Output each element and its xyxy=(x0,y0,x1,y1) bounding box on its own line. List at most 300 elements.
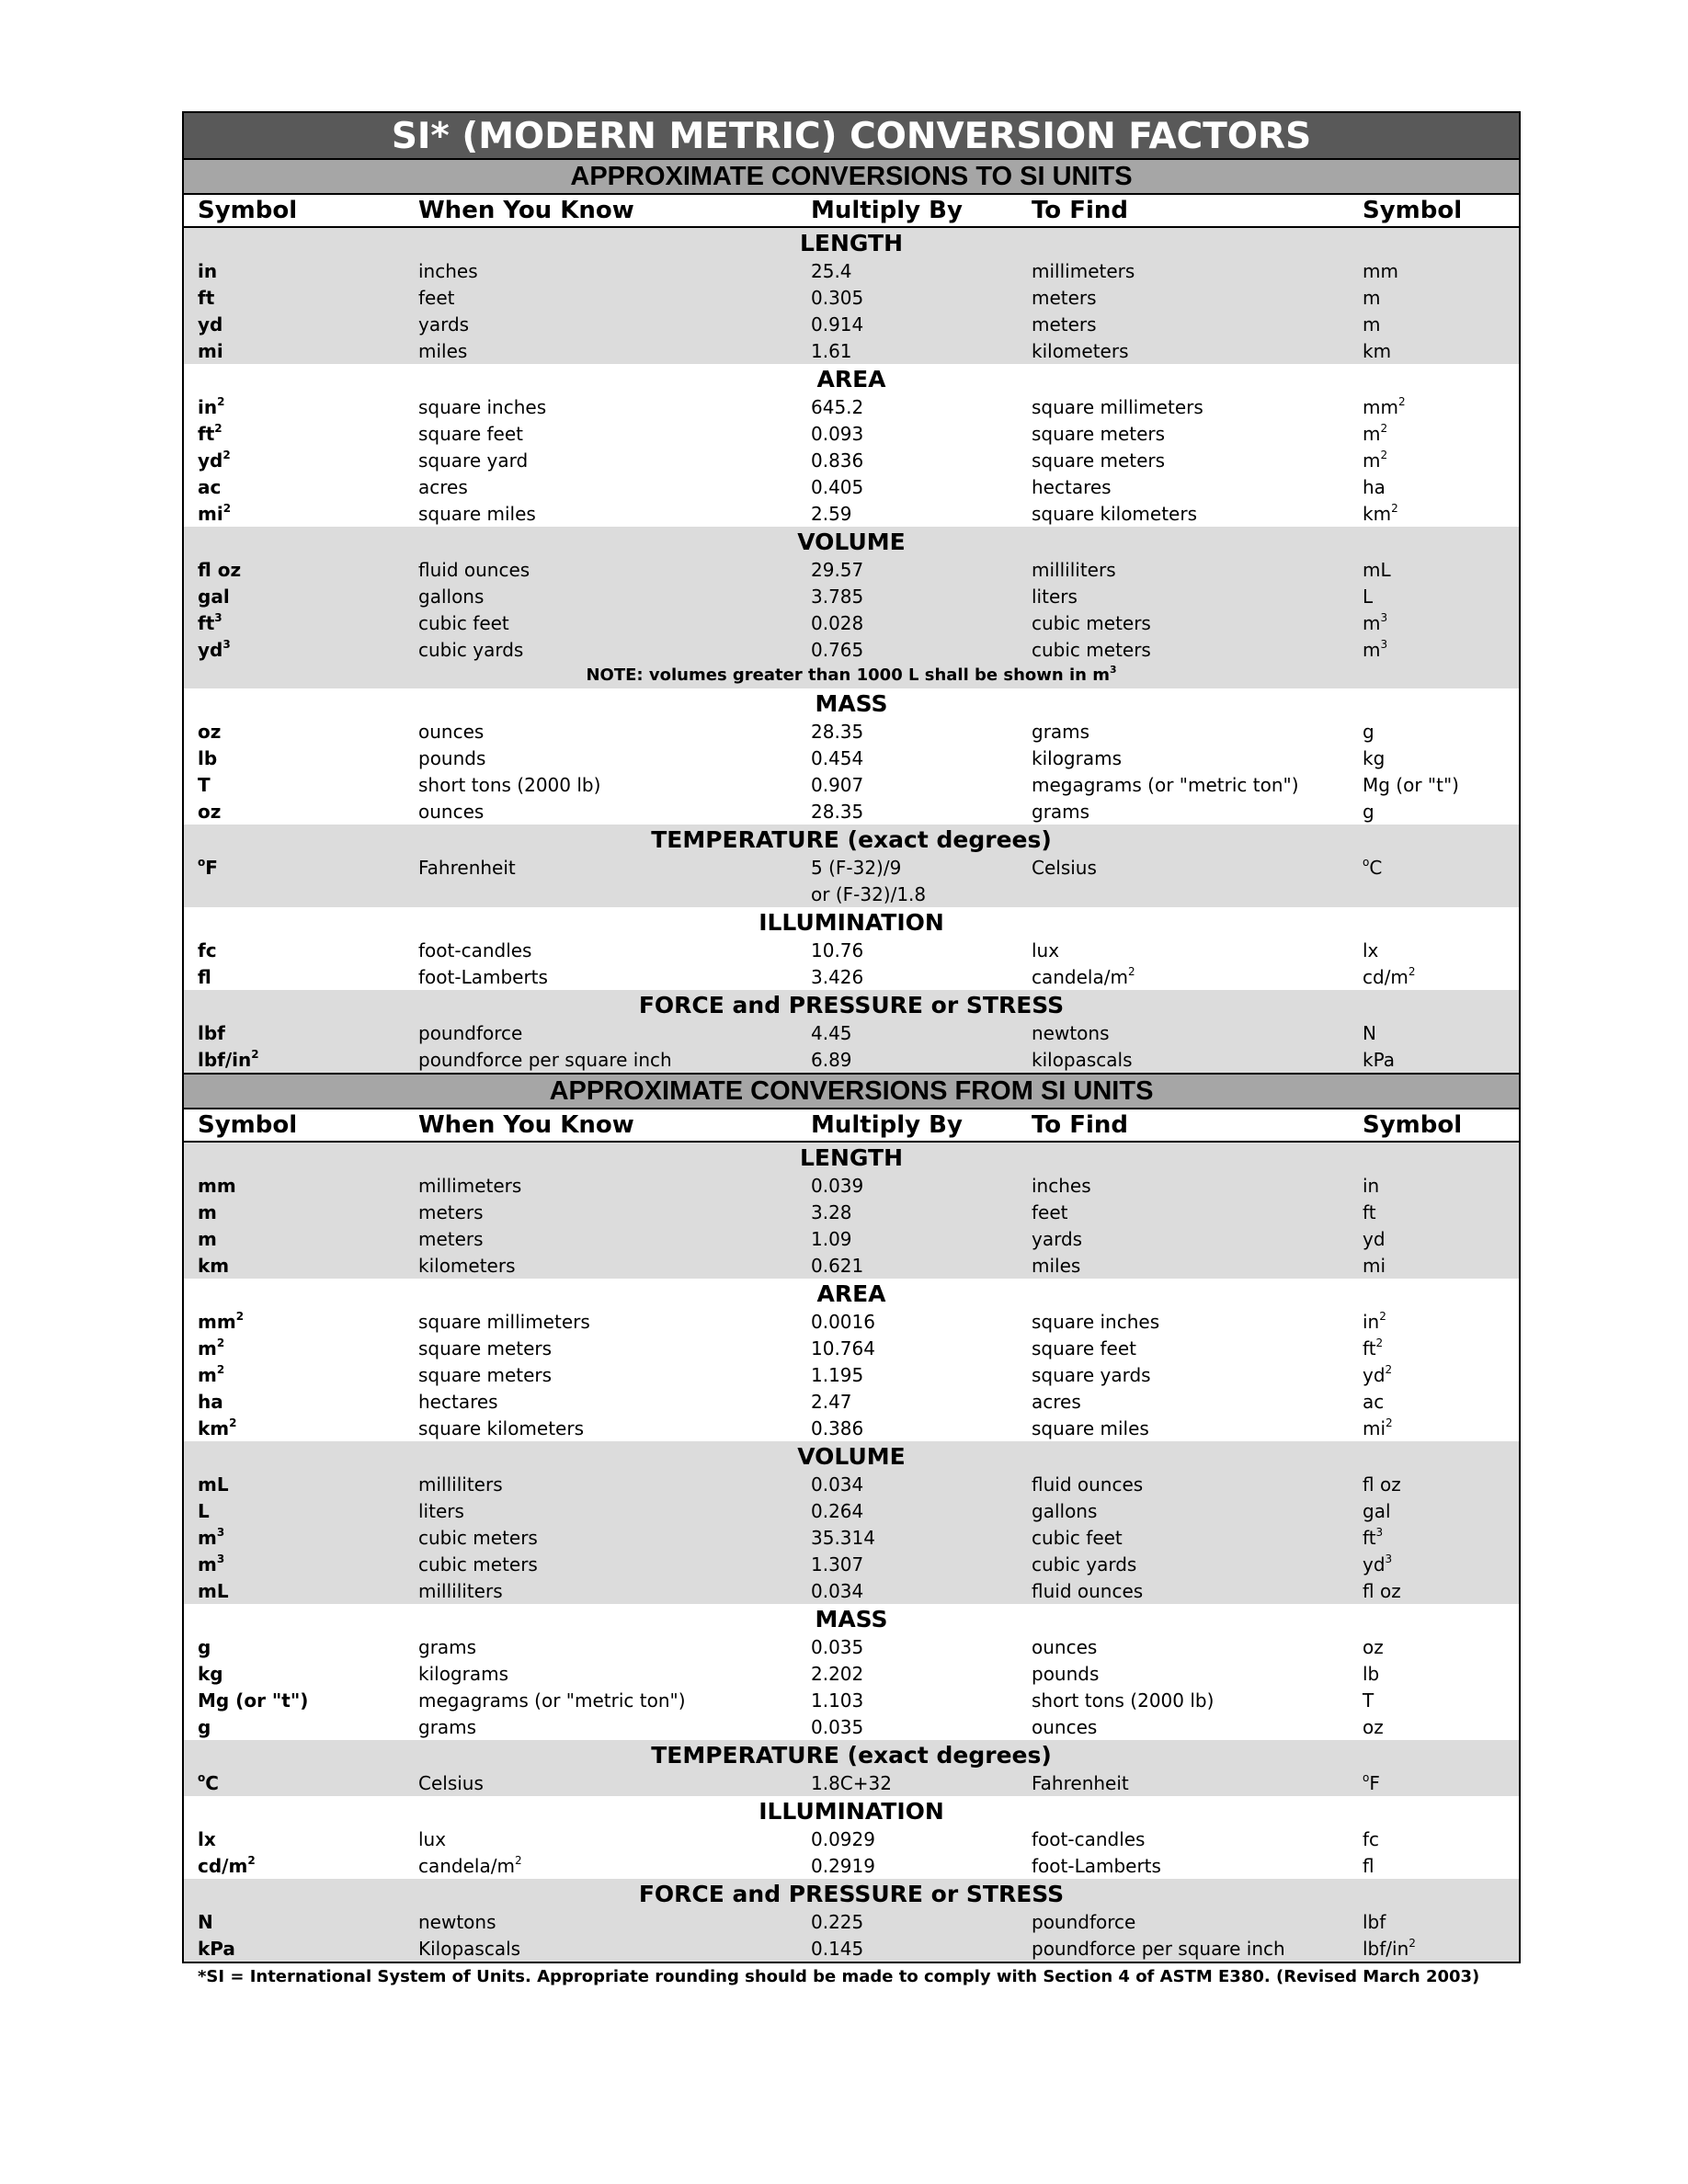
multiply-by-cell: 2.47 xyxy=(811,1390,852,1413)
table-row xyxy=(184,609,1519,636)
result-symbol-cell: ft xyxy=(1363,1200,1376,1223)
category-section xyxy=(184,1796,1519,1879)
multiply-by-cell: 0.2919 xyxy=(811,1854,875,1877)
symbol-cell: $in^2$ xyxy=(198,394,225,418)
multiply-by-cell: or (F-32)/1.8 xyxy=(811,882,927,905)
result-symbol-cell: $mi^2$ xyxy=(1363,1416,1393,1439)
when-you-know-cell: poundforce per square inch xyxy=(418,1048,672,1071)
table-row xyxy=(184,636,1519,663)
symbol-cell: fl xyxy=(198,965,211,988)
column-header: Multiply By xyxy=(811,1111,963,1139)
to-find-cell: yards xyxy=(1032,1227,1083,1250)
symbol-cell: $mm^2$ xyxy=(198,1309,245,1333)
symbol-cell: $^o$F xyxy=(198,855,218,879)
result-symbol-cell: N xyxy=(1363,1021,1376,1044)
result-symbol-cell: m xyxy=(1363,286,1381,309)
when-you-know-cell: Celsius xyxy=(418,1771,484,1794)
when-you-know-cell: miles xyxy=(418,339,468,362)
table-row xyxy=(184,1308,1519,1335)
to-find-cell: acres xyxy=(1032,1390,1081,1413)
result-symbol-cell: L xyxy=(1363,585,1374,608)
symbol-cell: in xyxy=(198,259,218,282)
symbol-cell: oz xyxy=(198,720,222,743)
result-symbol-cell: T xyxy=(1363,1689,1374,1712)
table-row xyxy=(184,1172,1519,1199)
to-find-cell: megagrams (or "metric ton") xyxy=(1032,773,1299,796)
to-find-cell: Celsius xyxy=(1032,856,1097,879)
result-symbol-cell: g xyxy=(1363,800,1374,823)
result-symbol-cell: $yd^2$ xyxy=(1363,1362,1393,1386)
to-find-cell: feet xyxy=(1032,1200,1068,1223)
symbol-cell: lbf xyxy=(198,1021,225,1044)
category-section xyxy=(184,907,1519,990)
to-find-cell: kilometers xyxy=(1032,339,1129,362)
multiply-by-cell: 2.59 xyxy=(811,502,852,525)
multiply-by-cell: 25.4 xyxy=(811,259,852,282)
when-you-know-cell: square millimeters xyxy=(418,1310,590,1333)
when-you-know-cell: ounces xyxy=(418,720,485,743)
multiply-by-cell: 28.35 xyxy=(811,800,864,823)
table-row xyxy=(184,257,1519,284)
table-row xyxy=(184,1687,1519,1713)
multiply-by-cell: 0.454 xyxy=(811,746,864,769)
symbol-cell: m xyxy=(198,1200,217,1223)
to-find-cell: grams xyxy=(1032,720,1090,743)
category-section xyxy=(184,990,1519,1073)
table-row xyxy=(184,1769,1519,1796)
result-symbol-cell: $^o$C xyxy=(1363,855,1383,879)
column-header: Symbol xyxy=(1363,1111,1463,1139)
multiply-by-cell: 0.836 xyxy=(811,449,864,472)
table-row xyxy=(184,745,1519,771)
when-you-know-cell: millimeters xyxy=(418,1174,522,1197)
symbol-cell: mi xyxy=(198,339,223,362)
when-you-know-cell: meters xyxy=(418,1227,484,1250)
multiply-by-cell: 0.145 xyxy=(811,1937,864,1960)
result-symbol-cell: lbf/$in^2$ xyxy=(1363,1936,1416,1960)
table-row xyxy=(184,1935,1519,1962)
when-you-know-cell: cubic feet xyxy=(418,611,509,634)
to-find-cell: square kilometers xyxy=(1032,502,1197,525)
result-symbol-cell: yd xyxy=(1363,1227,1386,1250)
table-row xyxy=(184,420,1519,447)
result-symbol-cell: m xyxy=(1363,313,1381,336)
table-row xyxy=(184,284,1519,311)
multiply-by-cell: 3.28 xyxy=(811,1200,852,1223)
multiply-by-cell: 0.0929 xyxy=(811,1827,875,1850)
to-find-cell: lux xyxy=(1032,938,1060,961)
to-find-cell: cubic feet xyxy=(1032,1526,1123,1549)
when-you-know-cell: Fahrenheit xyxy=(418,856,516,879)
multiply-by-cell: 0.0016 xyxy=(811,1310,875,1333)
when-you-know-cell: foot-Lamberts xyxy=(418,965,548,988)
multiply-by-cell: 10.764 xyxy=(811,1337,875,1359)
symbol-cell: lbf/$in^2$ xyxy=(198,1047,259,1071)
category-section xyxy=(184,1441,1519,1604)
when-you-know-cell: candela/$m^2$ xyxy=(418,1853,522,1877)
multiply-by-cell: 0.093 xyxy=(811,422,864,445)
to-find-cell: millimeters xyxy=(1032,259,1135,282)
table-row xyxy=(184,1852,1519,1879)
multiply-by-cell: 2.202 xyxy=(811,1662,864,1685)
table-row xyxy=(184,1524,1519,1551)
multiply-by-cell: 1.8C+32 xyxy=(811,1771,892,1794)
multiply-by-cell: 0.907 xyxy=(811,773,864,796)
when-you-know-cell: grams xyxy=(418,1715,477,1738)
multiply-by-cell: 0.034 xyxy=(811,1473,864,1496)
result-symbol-cell: $m^3$ xyxy=(1363,637,1388,661)
column-header: Symbol xyxy=(198,1111,298,1139)
multiply-by-cell: 0.035 xyxy=(811,1635,864,1658)
category-heading: ILLUMINATION xyxy=(758,909,944,936)
when-you-know-cell: liters xyxy=(418,1499,464,1522)
result-symbol-cell: $km^2$ xyxy=(1363,501,1398,525)
multiply-by-cell: 0.035 xyxy=(811,1715,864,1738)
table-row xyxy=(184,1826,1519,1852)
result-symbol-cell: $cd/m^2$ xyxy=(1363,964,1416,988)
category-section xyxy=(184,1879,1519,1962)
multiply-by-cell: 1.307 xyxy=(811,1553,864,1575)
symbol-cell: km xyxy=(198,1254,230,1277)
when-you-know-cell: milliliters xyxy=(418,1579,503,1602)
to-find-cell: cubic meters xyxy=(1032,611,1151,634)
multiply-by-cell: 0.225 xyxy=(811,1910,864,1933)
symbol-cell: N xyxy=(198,1910,213,1933)
result-symbol-cell: in xyxy=(1363,1174,1380,1197)
result-symbol-cell: $ft^3$ xyxy=(1363,1525,1384,1549)
to-find-cell: candela/$m^2$ xyxy=(1032,964,1135,988)
to-find-cell: gallons xyxy=(1032,1499,1098,1522)
symbol-cell: $yd^2$ xyxy=(198,448,231,472)
when-you-know-cell: short tons (2000 lb) xyxy=(418,773,601,796)
category-section xyxy=(184,527,1519,688)
table-row xyxy=(184,583,1519,609)
symbol-cell: ha xyxy=(198,1390,223,1413)
when-you-know-cell: grams xyxy=(418,1635,477,1658)
when-you-know-cell: cubic yards xyxy=(418,638,524,661)
when-you-know-cell: square inches xyxy=(418,395,547,418)
multiply-by-cell: 6.89 xyxy=(811,1048,852,1071)
category-section xyxy=(184,1279,1519,1441)
result-symbol-cell: $m^2$ xyxy=(1363,421,1388,445)
result-symbol-cell: lbf xyxy=(1363,1910,1386,1933)
when-you-know-cell: kilometers xyxy=(418,1254,516,1277)
symbol-cell: kg xyxy=(198,1662,223,1685)
table-row xyxy=(184,1633,1519,1660)
multiply-by-cell: 0.914 xyxy=(811,313,864,336)
table-row xyxy=(184,798,1519,825)
symbol-cell: mL xyxy=(198,1473,229,1496)
multiply-by-cell: 0.386 xyxy=(811,1416,864,1439)
result-symbol-cell: kPa xyxy=(1363,1048,1395,1071)
table-row xyxy=(184,393,1519,420)
table-row xyxy=(184,1335,1519,1361)
symbol-cell: gal xyxy=(198,585,230,608)
when-you-know-cell: ounces xyxy=(418,800,485,823)
to-find-cell: cubic meters xyxy=(1032,638,1151,661)
to-find-cell: square meters xyxy=(1032,422,1166,445)
result-symbol-cell: $m^2$ xyxy=(1363,448,1388,472)
table-row xyxy=(184,1199,1519,1225)
category-section xyxy=(184,364,1519,527)
footnote: *SI = International System of Units. Appropriate rounding should be made to comply with Section 4 of ASTM E380. (Revised March 2003) xyxy=(198,1967,1480,1986)
when-you-know-cell: square miles xyxy=(418,502,536,525)
table-row xyxy=(184,1551,1519,1577)
volume-note: NOTE: volumes greater than 1000 L shall be shown in $m^3$ xyxy=(586,663,1117,685)
category-heading: FORCE and PRESSURE or STRESS xyxy=(638,992,1065,1018)
symbol-cell: m xyxy=(198,1227,217,1250)
result-symbol-cell: fl oz xyxy=(1363,1473,1401,1496)
result-symbol-cell: oz xyxy=(1363,1635,1384,1658)
when-you-know-cell: square yard xyxy=(418,449,529,472)
multiply-by-cell: 28.35 xyxy=(811,720,864,743)
to-find-cell: kilograms xyxy=(1032,746,1123,769)
result-symbol-cell: km xyxy=(1363,339,1392,362)
symbol-cell: $yd^3$ xyxy=(198,637,231,661)
when-you-know-cell: square meters xyxy=(418,1363,553,1386)
result-symbol-cell: Mg (or "t") xyxy=(1363,773,1459,796)
multiply-by-cell: 0.039 xyxy=(811,1174,864,1197)
category-section xyxy=(184,825,1519,907)
symbol-cell: $ft^3$ xyxy=(198,610,222,634)
table-row xyxy=(184,771,1519,798)
to-find-cell: fluid ounces xyxy=(1032,1579,1144,1602)
column-header: When You Know xyxy=(418,197,634,224)
when-you-know-cell: acres xyxy=(418,475,468,498)
when-you-know-cell: inches xyxy=(418,259,478,282)
to-find-cell: foot-Lamberts xyxy=(1032,1854,1161,1877)
category-heading: LENGTH xyxy=(800,230,903,256)
symbol-cell: $ft^2$ xyxy=(198,421,222,445)
part-heading: APPROXIMATE CONVERSIONS FROM SI UNITS xyxy=(184,1073,1519,1109)
symbol-cell: fc xyxy=(198,938,217,961)
table-row xyxy=(184,1046,1519,1073)
multiply-by-cell: 3.426 xyxy=(811,965,864,988)
when-you-know-cell: milliliters xyxy=(418,1473,503,1496)
conversion-table xyxy=(182,111,1521,1986)
symbol-cell: yd xyxy=(198,313,223,336)
category-heading: TEMPERATURE (exact degrees) xyxy=(651,826,1052,853)
category-section xyxy=(184,1740,1519,1796)
table-row xyxy=(184,1908,1519,1935)
to-find-cell: cubic yards xyxy=(1032,1553,1137,1575)
column-header: Symbol xyxy=(1363,197,1463,224)
to-find-cell: square inches xyxy=(1032,1310,1160,1333)
when-you-know-cell: square meters xyxy=(418,1337,553,1359)
table-row xyxy=(184,1660,1519,1687)
when-you-know-cell: foot-candles xyxy=(418,938,532,961)
table-row xyxy=(184,1252,1519,1279)
column-header: Symbol xyxy=(198,197,298,224)
table-row xyxy=(184,473,1519,500)
symbol-cell: fl oz xyxy=(198,558,242,581)
category-heading: ILLUMINATION xyxy=(758,1798,944,1825)
when-you-know-cell: square feet xyxy=(418,422,523,445)
multiply-by-cell: 0.034 xyxy=(811,1579,864,1602)
table-row xyxy=(184,500,1519,527)
when-you-know-cell: newtons xyxy=(418,1910,496,1933)
result-symbol-cell: fl xyxy=(1363,1854,1374,1877)
column-header: To Find xyxy=(1032,197,1128,224)
multiply-by-cell: 3.785 xyxy=(811,585,864,608)
multiply-by-cell: 0.305 xyxy=(811,286,864,309)
multiply-by-cell: 5 (F-32)/9 xyxy=(811,856,902,879)
category-heading: MASS xyxy=(815,690,888,717)
multiply-by-cell: 10.76 xyxy=(811,938,864,961)
table-row xyxy=(184,1225,1519,1252)
result-symbol-cell: ha xyxy=(1363,475,1386,498)
table-row xyxy=(184,1415,1519,1441)
result-symbol-cell: oz xyxy=(1363,1715,1384,1738)
symbol-cell: $m^2$ xyxy=(198,1336,225,1359)
category-heading: VOLUME xyxy=(797,1443,906,1470)
multiply-by-cell: 645.2 xyxy=(811,395,864,418)
result-symbol-cell: lb xyxy=(1363,1662,1380,1685)
table-row xyxy=(184,1388,1519,1415)
result-symbol-cell: gal xyxy=(1363,1499,1391,1522)
when-you-know-cell: lux xyxy=(418,1827,447,1850)
table-row xyxy=(184,718,1519,745)
table-body xyxy=(182,158,1521,1963)
column-header: To Find xyxy=(1032,1111,1128,1139)
result-symbol-cell: g xyxy=(1363,720,1374,743)
to-find-cell: kilopascals xyxy=(1032,1048,1133,1071)
table-row xyxy=(184,556,1519,583)
to-find-cell: square miles xyxy=(1032,1416,1149,1439)
to-find-cell: ounces xyxy=(1032,1635,1098,1658)
symbol-cell: $^o$C xyxy=(198,1770,219,1794)
result-symbol-cell: lx xyxy=(1363,938,1379,961)
to-find-cell: grams xyxy=(1032,800,1090,823)
multiply-by-cell: 1.195 xyxy=(811,1363,864,1386)
category-section xyxy=(184,688,1519,825)
symbol-cell: oz xyxy=(198,800,222,823)
table-row xyxy=(184,447,1519,473)
when-you-know-cell: Kilopascals xyxy=(418,1937,521,1960)
to-find-cell: milliliters xyxy=(1032,558,1116,581)
multiply-by-cell: 1.103 xyxy=(811,1689,864,1712)
result-symbol-cell: kg xyxy=(1363,746,1386,769)
to-find-cell: inches xyxy=(1032,1174,1091,1197)
result-symbol-cell: ac xyxy=(1363,1390,1385,1413)
table-row xyxy=(184,1019,1519,1046)
symbol-cell: T xyxy=(198,773,211,796)
symbol-cell: L xyxy=(198,1499,210,1522)
category-heading: TEMPERATURE (exact degrees) xyxy=(651,1742,1052,1769)
result-symbol-cell: $^o$F xyxy=(1363,1770,1380,1794)
when-you-know-cell: cubic meters xyxy=(418,1526,538,1549)
multiply-by-cell: 4.45 xyxy=(811,1021,852,1044)
to-find-cell: square yards xyxy=(1032,1363,1151,1386)
category-heading: LENGTH xyxy=(800,1144,903,1171)
category-heading: MASS xyxy=(815,1606,888,1632)
symbol-cell: $mi^2$ xyxy=(198,501,232,525)
to-find-cell: miles xyxy=(1032,1254,1081,1277)
table-row xyxy=(184,337,1519,364)
symbol-cell: $m^3$ xyxy=(198,1552,225,1575)
when-you-know-cell: poundforce xyxy=(418,1021,523,1044)
category-heading: VOLUME xyxy=(797,529,906,555)
column-header-row xyxy=(184,195,1519,228)
table-row xyxy=(184,1361,1519,1388)
to-find-cell: meters xyxy=(1032,313,1097,336)
symbol-cell: $m^2$ xyxy=(198,1362,225,1386)
column-header: When You Know xyxy=(418,1111,634,1139)
symbol-cell: $km^2$ xyxy=(198,1416,237,1439)
when-you-know-cell: fluid ounces xyxy=(418,558,530,581)
table-row xyxy=(184,311,1519,337)
table-row xyxy=(184,881,1519,907)
page-title: SI* (MODERN METRIC) CONVERSION FACTORS xyxy=(182,111,1521,158)
symbol-cell: $m^3$ xyxy=(198,1525,225,1549)
symbol-cell: Mg (or "t") xyxy=(198,1689,309,1712)
to-find-cell: Fahrenheit xyxy=(1032,1771,1129,1794)
multiply-by-cell: 0.765 xyxy=(811,638,864,661)
result-symbol-cell: $m^3$ xyxy=(1363,610,1388,634)
to-find-cell: hectares xyxy=(1032,475,1112,498)
symbol-cell: lx xyxy=(198,1827,216,1850)
result-symbol-cell: fc xyxy=(1363,1827,1380,1850)
symbol-cell: kPa xyxy=(198,1937,235,1960)
result-symbol-cell: mm xyxy=(1363,259,1398,282)
to-find-cell: square meters xyxy=(1032,449,1166,472)
symbol-cell: g xyxy=(198,1715,211,1738)
table-row xyxy=(184,963,1519,990)
multiply-by-cell: 29.57 xyxy=(811,558,864,581)
multiply-by-cell: 0.264 xyxy=(811,1499,864,1522)
category-heading: FORCE and PRESSURE or STRESS xyxy=(638,1881,1065,1907)
symbol-cell: ft xyxy=(198,286,215,309)
to-find-cell: short tons (2000 lb) xyxy=(1032,1689,1215,1712)
to-find-cell: liters xyxy=(1032,585,1078,608)
to-find-cell: meters xyxy=(1032,286,1097,309)
to-find-cell: square millimeters xyxy=(1032,395,1203,418)
category-section xyxy=(184,1604,1519,1740)
table-row xyxy=(184,1713,1519,1740)
category-section xyxy=(184,228,1519,364)
when-you-know-cell: hectares xyxy=(418,1390,498,1413)
table-row xyxy=(184,854,1519,881)
category-heading: AREA xyxy=(816,1280,886,1307)
result-symbol-cell: $in^2$ xyxy=(1363,1309,1386,1333)
multiply-by-cell: 0.405 xyxy=(811,475,864,498)
symbol-cell: lb xyxy=(198,746,218,769)
symbol-cell: g xyxy=(198,1635,211,1658)
when-you-know-cell: cubic meters xyxy=(418,1553,538,1575)
when-you-know-cell: meters xyxy=(418,1200,484,1223)
when-you-know-cell: yards xyxy=(418,313,470,336)
result-symbol-cell: $mm^2$ xyxy=(1363,394,1406,418)
symbol-cell: ac xyxy=(198,475,222,498)
result-symbol-cell: fl oz xyxy=(1363,1579,1401,1602)
to-find-cell: newtons xyxy=(1032,1021,1110,1044)
table-row xyxy=(184,937,1519,963)
symbol-cell: mm xyxy=(198,1174,236,1197)
multiply-by-cell: 1.61 xyxy=(811,339,852,362)
multiply-by-cell: 0.028 xyxy=(811,611,864,634)
to-find-cell: poundforce per square inch xyxy=(1032,1937,1285,1960)
when-you-know-cell: kilograms xyxy=(418,1662,509,1685)
when-you-know-cell: square kilometers xyxy=(418,1416,584,1439)
when-you-know-cell: feet xyxy=(418,286,455,309)
when-you-know-cell: pounds xyxy=(418,746,486,769)
table-row xyxy=(184,1577,1519,1604)
column-header: Multiply By xyxy=(811,197,963,224)
when-you-know-cell: gallons xyxy=(418,585,485,608)
result-symbol-cell: mi xyxy=(1363,1254,1386,1277)
result-symbol-cell: $yd^3$ xyxy=(1363,1552,1393,1575)
category-heading: AREA xyxy=(816,366,886,392)
